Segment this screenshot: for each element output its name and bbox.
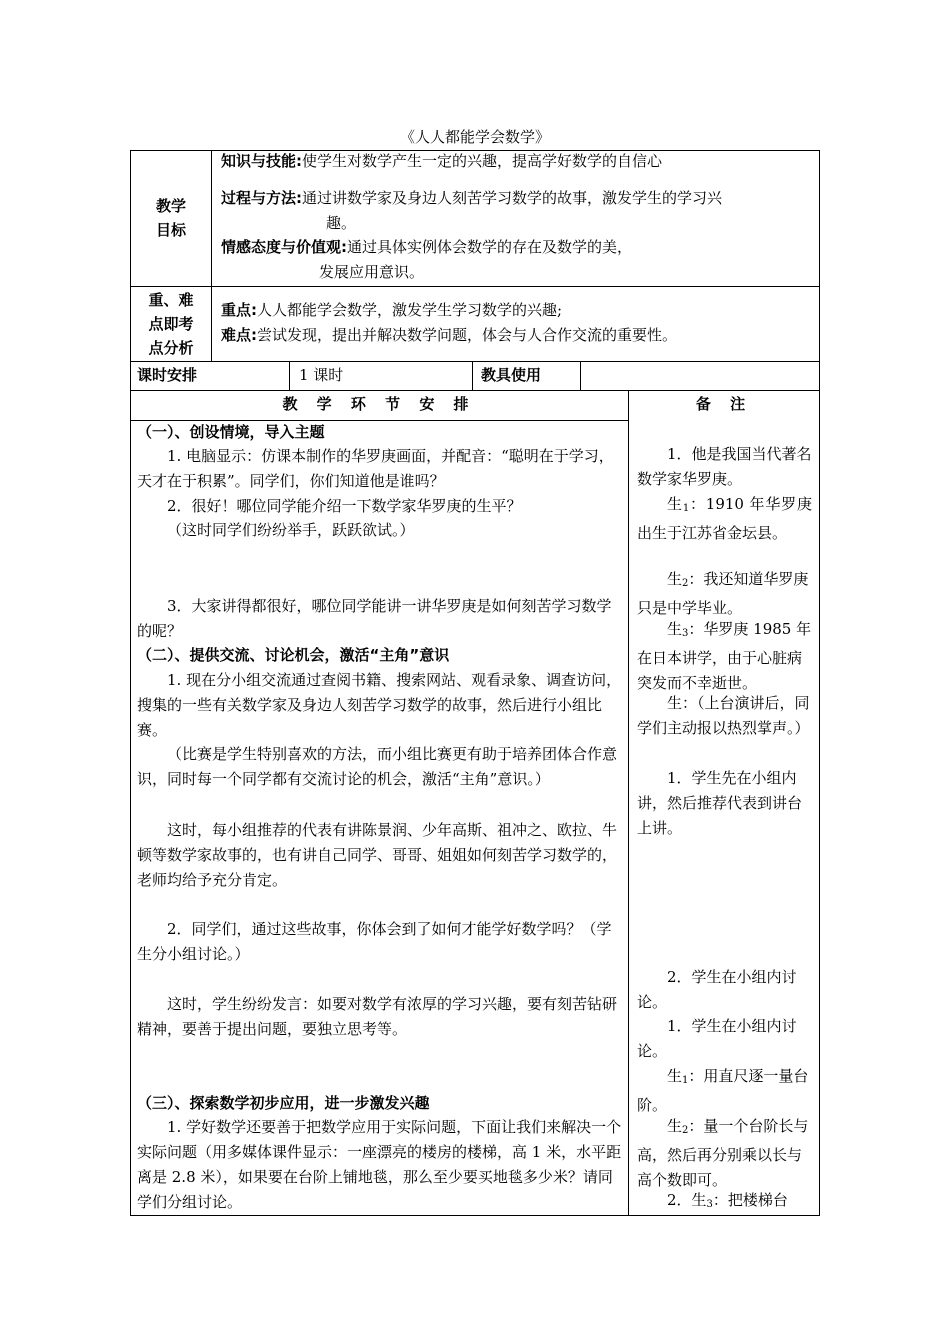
note-item bbox=[637, 1188, 812, 1217]
note-prefix: 2．生 bbox=[667, 1191, 707, 1209]
main-paragraph: （比赛是学生特别喜欢的方法，而小组比赛更有助于培养团体合作意识，同时每一个同学都有交流讨论的机会，激活“主角”意识。） bbox=[137, 745, 618, 788]
note-item: 1．学生先在小组内讲，然后推荐代表到讲台上讲。 bbox=[637, 769, 803, 837]
note-item: 生：（上台演讲后，同学们主动报以热烈掌声。） bbox=[637, 694, 810, 737]
main-paragraph: 2．很好！哪位同学能介绍一下数学家华罗庚的生平？ bbox=[167, 497, 522, 515]
main-paragraph: （这时同学们纷纷举手，跃跃欲试。） bbox=[167, 521, 415, 539]
main-section-header: 教 学 环 节 安 排 bbox=[282, 395, 476, 413]
hard-label: 难点: bbox=[221, 326, 257, 344]
section-heading-2: （二）、提供交流、讨论机会，激活“主角”意识 bbox=[137, 646, 450, 664]
note-prefix: 生 bbox=[667, 1117, 683, 1135]
divider bbox=[130, 361, 820, 362]
goal-attitude bbox=[221, 235, 816, 260]
knowledge-label: 知识与技能: bbox=[221, 152, 302, 170]
goal-process bbox=[221, 186, 816, 211]
note-item: 2．学生在小组内讨论。 bbox=[637, 968, 797, 1011]
main-paragraph: 这时，每小组推荐的代表有讲陈景润、少年高斯、祖冲之、欧拉、牛顿等数学家故事的，也有讲自己同学、哥哥、姐姐如何刻苦学习数学的，老师均给予充分肯定。 bbox=[137, 821, 618, 889]
note-item bbox=[637, 567, 812, 621]
key-text: 人人都能学会数学，激发学生学习数学的兴趣; bbox=[257, 301, 563, 319]
hours-value: 1 课时 bbox=[299, 366, 344, 384]
note-subscript: 1 bbox=[682, 503, 690, 514]
process-text: 通过讲数学家及身边人刻苦学习数学的故事，激发学生的学习兴 bbox=[302, 189, 723, 207]
keypoints-label-line: 重、难 bbox=[148, 291, 194, 309]
section-heading-3: （三）、探索数学初步应用，进一步激发兴趣 bbox=[137, 1094, 430, 1112]
goal-attitude-cont: 发展应用意识。 bbox=[319, 263, 425, 281]
goal-process-cont: 趣。 bbox=[326, 214, 357, 232]
divider bbox=[628, 390, 629, 1216]
section-heading-1: （一）、创设情境，导入主题 bbox=[137, 423, 325, 441]
attitude-text: 通过具体实例体会数学的存在及数学的美， bbox=[347, 238, 633, 256]
goals-label bbox=[130, 194, 212, 242]
note-text: ：量一个台阶长与高，然后再分别乘以长与高个数即可。 bbox=[637, 1117, 809, 1189]
keypoints-label bbox=[130, 288, 212, 360]
note-prefix: 生 bbox=[667, 570, 683, 588]
divider bbox=[130, 286, 820, 287]
note-subscript: 3 bbox=[706, 1199, 713, 1210]
key-point bbox=[221, 298, 816, 323]
knowledge-text: 使学生对数学产生一定的兴趣，提高学好数学的自信心 bbox=[302, 152, 663, 170]
divider bbox=[289, 361, 290, 390]
key-label: 重点: bbox=[221, 301, 257, 319]
process-label: 过程与方法: bbox=[221, 189, 302, 207]
note-prefix: 生 bbox=[667, 620, 683, 638]
note-prefix: 生 bbox=[667, 1067, 683, 1085]
note-subscript: 1 bbox=[682, 1075, 689, 1086]
note-prefix: 生 bbox=[667, 495, 683, 513]
note-text: ：1910 年华罗庚出生于江苏省金坛县。 bbox=[637, 495, 812, 542]
hours-label: 课时安排 bbox=[137, 366, 198, 384]
main-paragraph: 1. 学好数学还要善于把数学应用于实际问题，下面让我们来解决一个实际问题（用多媒体课件显示：一座漂亮的楼房的楼梯，高 1 米，水平距离是 2.8 米），如果要在台阶上铺地毯，那么至少要买地毯多少米？请同学们分组讨论。 bbox=[137, 1118, 622, 1211]
goals-label-line: 目标 bbox=[155, 221, 186, 239]
divider bbox=[130, 390, 820, 391]
note-text: ：华罗庚 1985 年在日本讲学，由于心脏病突发而不幸逝世。 bbox=[637, 620, 812, 692]
divider bbox=[580, 361, 581, 390]
note-text: ：我还知道华罗庚只是中学毕业。 bbox=[637, 570, 809, 617]
hard-text: 尝试发现，提出并解决数学问题，体会与人合作交流的重要性。 bbox=[257, 326, 678, 344]
hard-point bbox=[221, 323, 816, 348]
note-item bbox=[637, 1064, 812, 1118]
note-item bbox=[637, 492, 812, 546]
notes-section-header: 备 注 bbox=[695, 395, 753, 413]
note-subscript: 2 bbox=[682, 578, 689, 589]
main-paragraph: 2．同学们，通过这些故事，你体会到了如何才能学好数学吗？（学生分小组讨论。） bbox=[137, 920, 612, 963]
note-item bbox=[637, 1114, 812, 1193]
attitude-label: 情感态度与价值观: bbox=[221, 238, 347, 256]
keypoints-label-line: 点即考 bbox=[148, 315, 194, 333]
note-text: ：用直尺逐一量台阶。 bbox=[637, 1067, 809, 1114]
main-paragraph: 这时，学生纷纷发言：如要对数学有浓厚的学习兴趣，要有刻苦钻研精神，要善于提出问题，要独立思考等。 bbox=[137, 995, 618, 1038]
note-item: 1．他是我国当代著名数学家华罗庚。 bbox=[637, 445, 812, 488]
note-item: 1．学生在小组内讨论。 bbox=[637, 1017, 797, 1060]
main-paragraph: 3．大家讲得都很好，哪位同学能讲一讲华罗庚是如何刻苦学习数学的呢？ bbox=[137, 597, 612, 640]
main-paragraph: 1. 现在分小组交流通过查阅书籍、搜索网站、观看录象、调查访问，搜集的一些有关数学家及身边人刻苦学习数学的故事，然后进行小组比赛。 bbox=[137, 671, 622, 739]
goals-label-line: 教学 bbox=[155, 197, 186, 215]
main-paragraph: 1. 电脑显示：仿课本制作的华罗庚画面，并配音：“聪明在于学习，天才在于积累”。同学们，你们知道他是谁吗？ bbox=[137, 447, 614, 490]
tools-label: 教具使用 bbox=[481, 366, 542, 384]
goal-knowledge bbox=[221, 149, 816, 174]
divider bbox=[472, 361, 473, 390]
document-title: 《人人都能学会数学》 bbox=[399, 128, 550, 146]
keypoints-label-line: 点分析 bbox=[148, 339, 194, 357]
note-subscript: 3 bbox=[682, 628, 689, 639]
note-subscript: 2 bbox=[682, 1125, 689, 1136]
note-item bbox=[637, 617, 812, 696]
note-text: ：把楼梯台 bbox=[712, 1191, 788, 1209]
